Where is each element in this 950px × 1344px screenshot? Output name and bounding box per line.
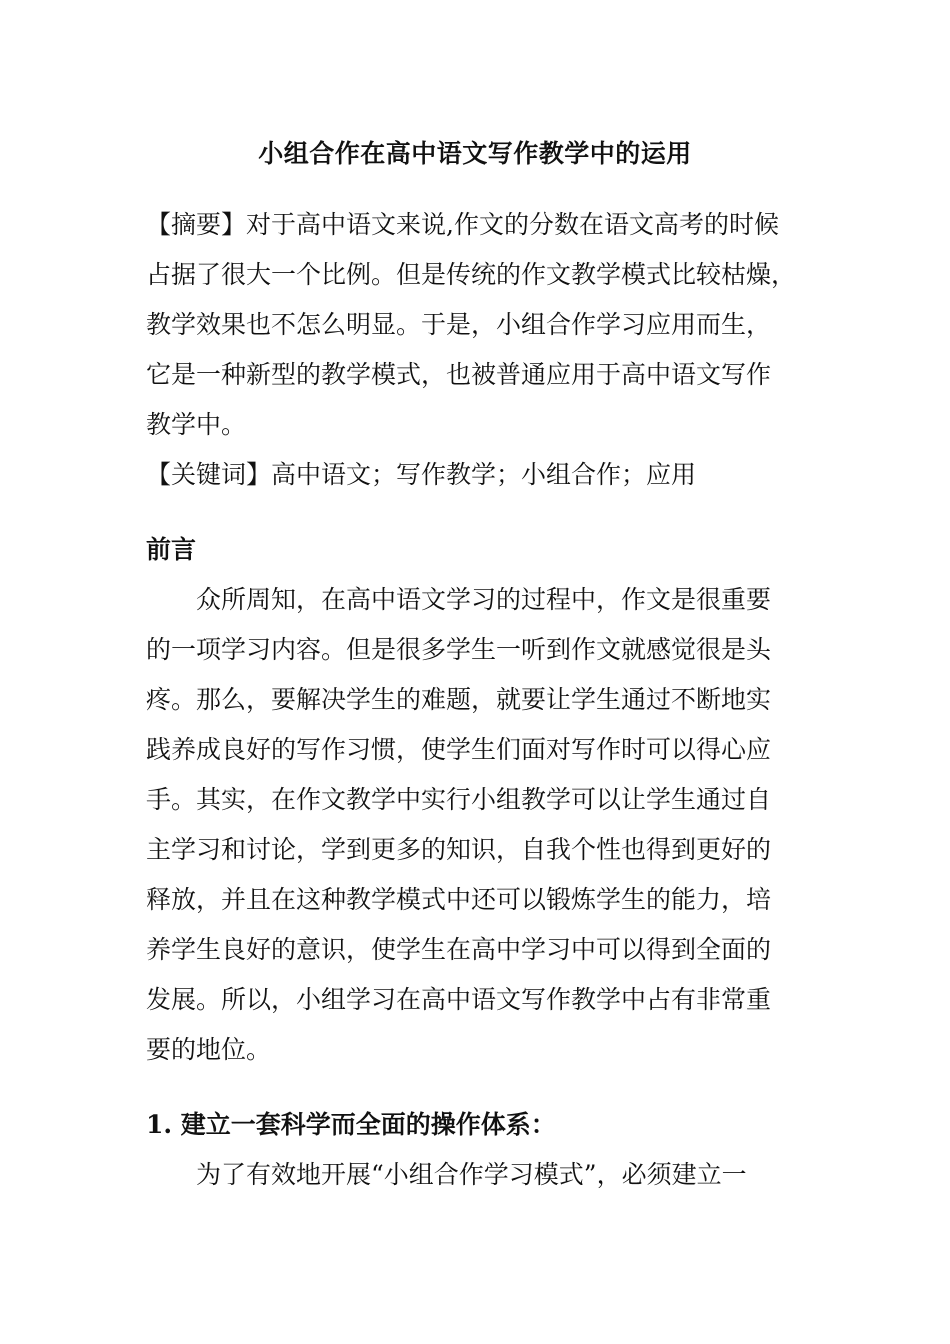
- abstract-line: 教学中。: [146, 410, 247, 439]
- section-1-heading: 1. 建立一套科学而全面的操作体系：: [146, 1110, 556, 1139]
- preface-line: 手。其实，在作文教学中实行小组教学可以让学生通过自: [146, 785, 772, 814]
- abstract-paragraph: [146, 200, 806, 450]
- preface-line: 发展。所以，小组学习在高中语文写作教学中占有非常重: [146, 985, 772, 1014]
- preface-line: 释放，并且在这种教学模式中还可以锻炼学生的能力，培: [146, 885, 772, 914]
- preface-heading: 前言: [146, 535, 197, 564]
- keywords-paragraph: [146, 450, 806, 500]
- keywords-line: 【关键词】高中语文；写作教学；小组合作；应用: [146, 460, 697, 489]
- preface-line: 主学习和讨论，学到更多的知识，自我个性也得到更好的: [146, 835, 772, 864]
- abstract-line: 占据了很大一个比例。但是传统的作文教学模式比较枯燥，: [146, 260, 797, 289]
- preface-line: 践养成良好的写作习惯，使学生们面对写作时可以得心应: [146, 735, 772, 764]
- preface-paragraph: [146, 575, 806, 1075]
- preface-line: 众所周知，在高中语文学习的过程中，作文是很重要: [196, 585, 772, 614]
- abstract-line: 它是一种新型的教学模式，也被普通应用于高中语文写作: [146, 360, 772, 389]
- section-1-line: 为了有效地开展“小组合作学习模式”，必须建立一: [196, 1160, 747, 1189]
- preface-line: 疼。那么，要解决学生的难题，就要让学生通过不断地实: [146, 685, 772, 714]
- abstract-line: 教学效果也不怎么明显。于是，小组合作学习应用而生，: [146, 310, 772, 339]
- document-title: 小组合作在高中语文写作教学中的运用: [258, 139, 692, 168]
- preface-line: 的一项学习内容。但是很多学生一听到作文就感觉很是头: [146, 635, 772, 664]
- preface-line: 养学生良好的意识，使学生在高中学习中可以得到全面的: [146, 935, 772, 964]
- section-1-paragraph: [146, 1150, 806, 1200]
- preface-line: 要的地位。: [146, 1035, 272, 1064]
- abstract-line: 【摘要】对于高中语文来说,作文的分数在语文高考的时候: [146, 210, 779, 239]
